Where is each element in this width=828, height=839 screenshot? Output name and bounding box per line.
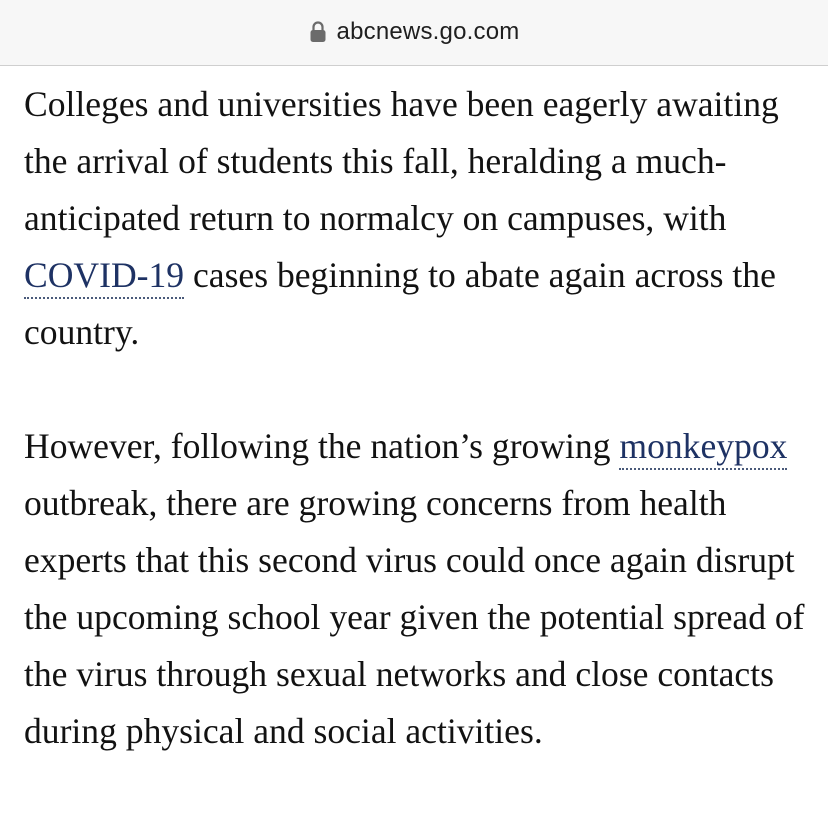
- article-body: [24, 76, 814, 760]
- lock-icon: [309, 20, 327, 44]
- paragraph-2-text-end: outbreak, there are growing concerns from health experts that this second virus could once again disrupt the upcoming school year given the potential spread of the virus through sexual networks and close contacts during physical and social activities.: [24, 483, 805, 751]
- url-text[interactable]: abcnews.go.com: [336, 17, 520, 45]
- article-paragraph-2: [24, 418, 814, 760]
- address-bar-content[interactable]: [309, 18, 520, 46]
- paragraph-1-text-start: Colleges and universities have been eagerly awaiting the arrival of students this fall, heralding a much-anticipated return to normalcy on campuses, with: [24, 84, 779, 238]
- covid-19-link[interactable]: COVID-19: [24, 255, 184, 299]
- paragraph-2-text-start: However, following the nation’s growing: [24, 426, 620, 466]
- monkeypox-link[interactable]: monkeypox: [619, 426, 787, 470]
- article-paragraph-1: [24, 76, 814, 361]
- paragraph-1-text-end: cases beginning to abate again across the country.: [24, 255, 776, 352]
- browser-address-bar[interactable]: [0, 0, 828, 66]
